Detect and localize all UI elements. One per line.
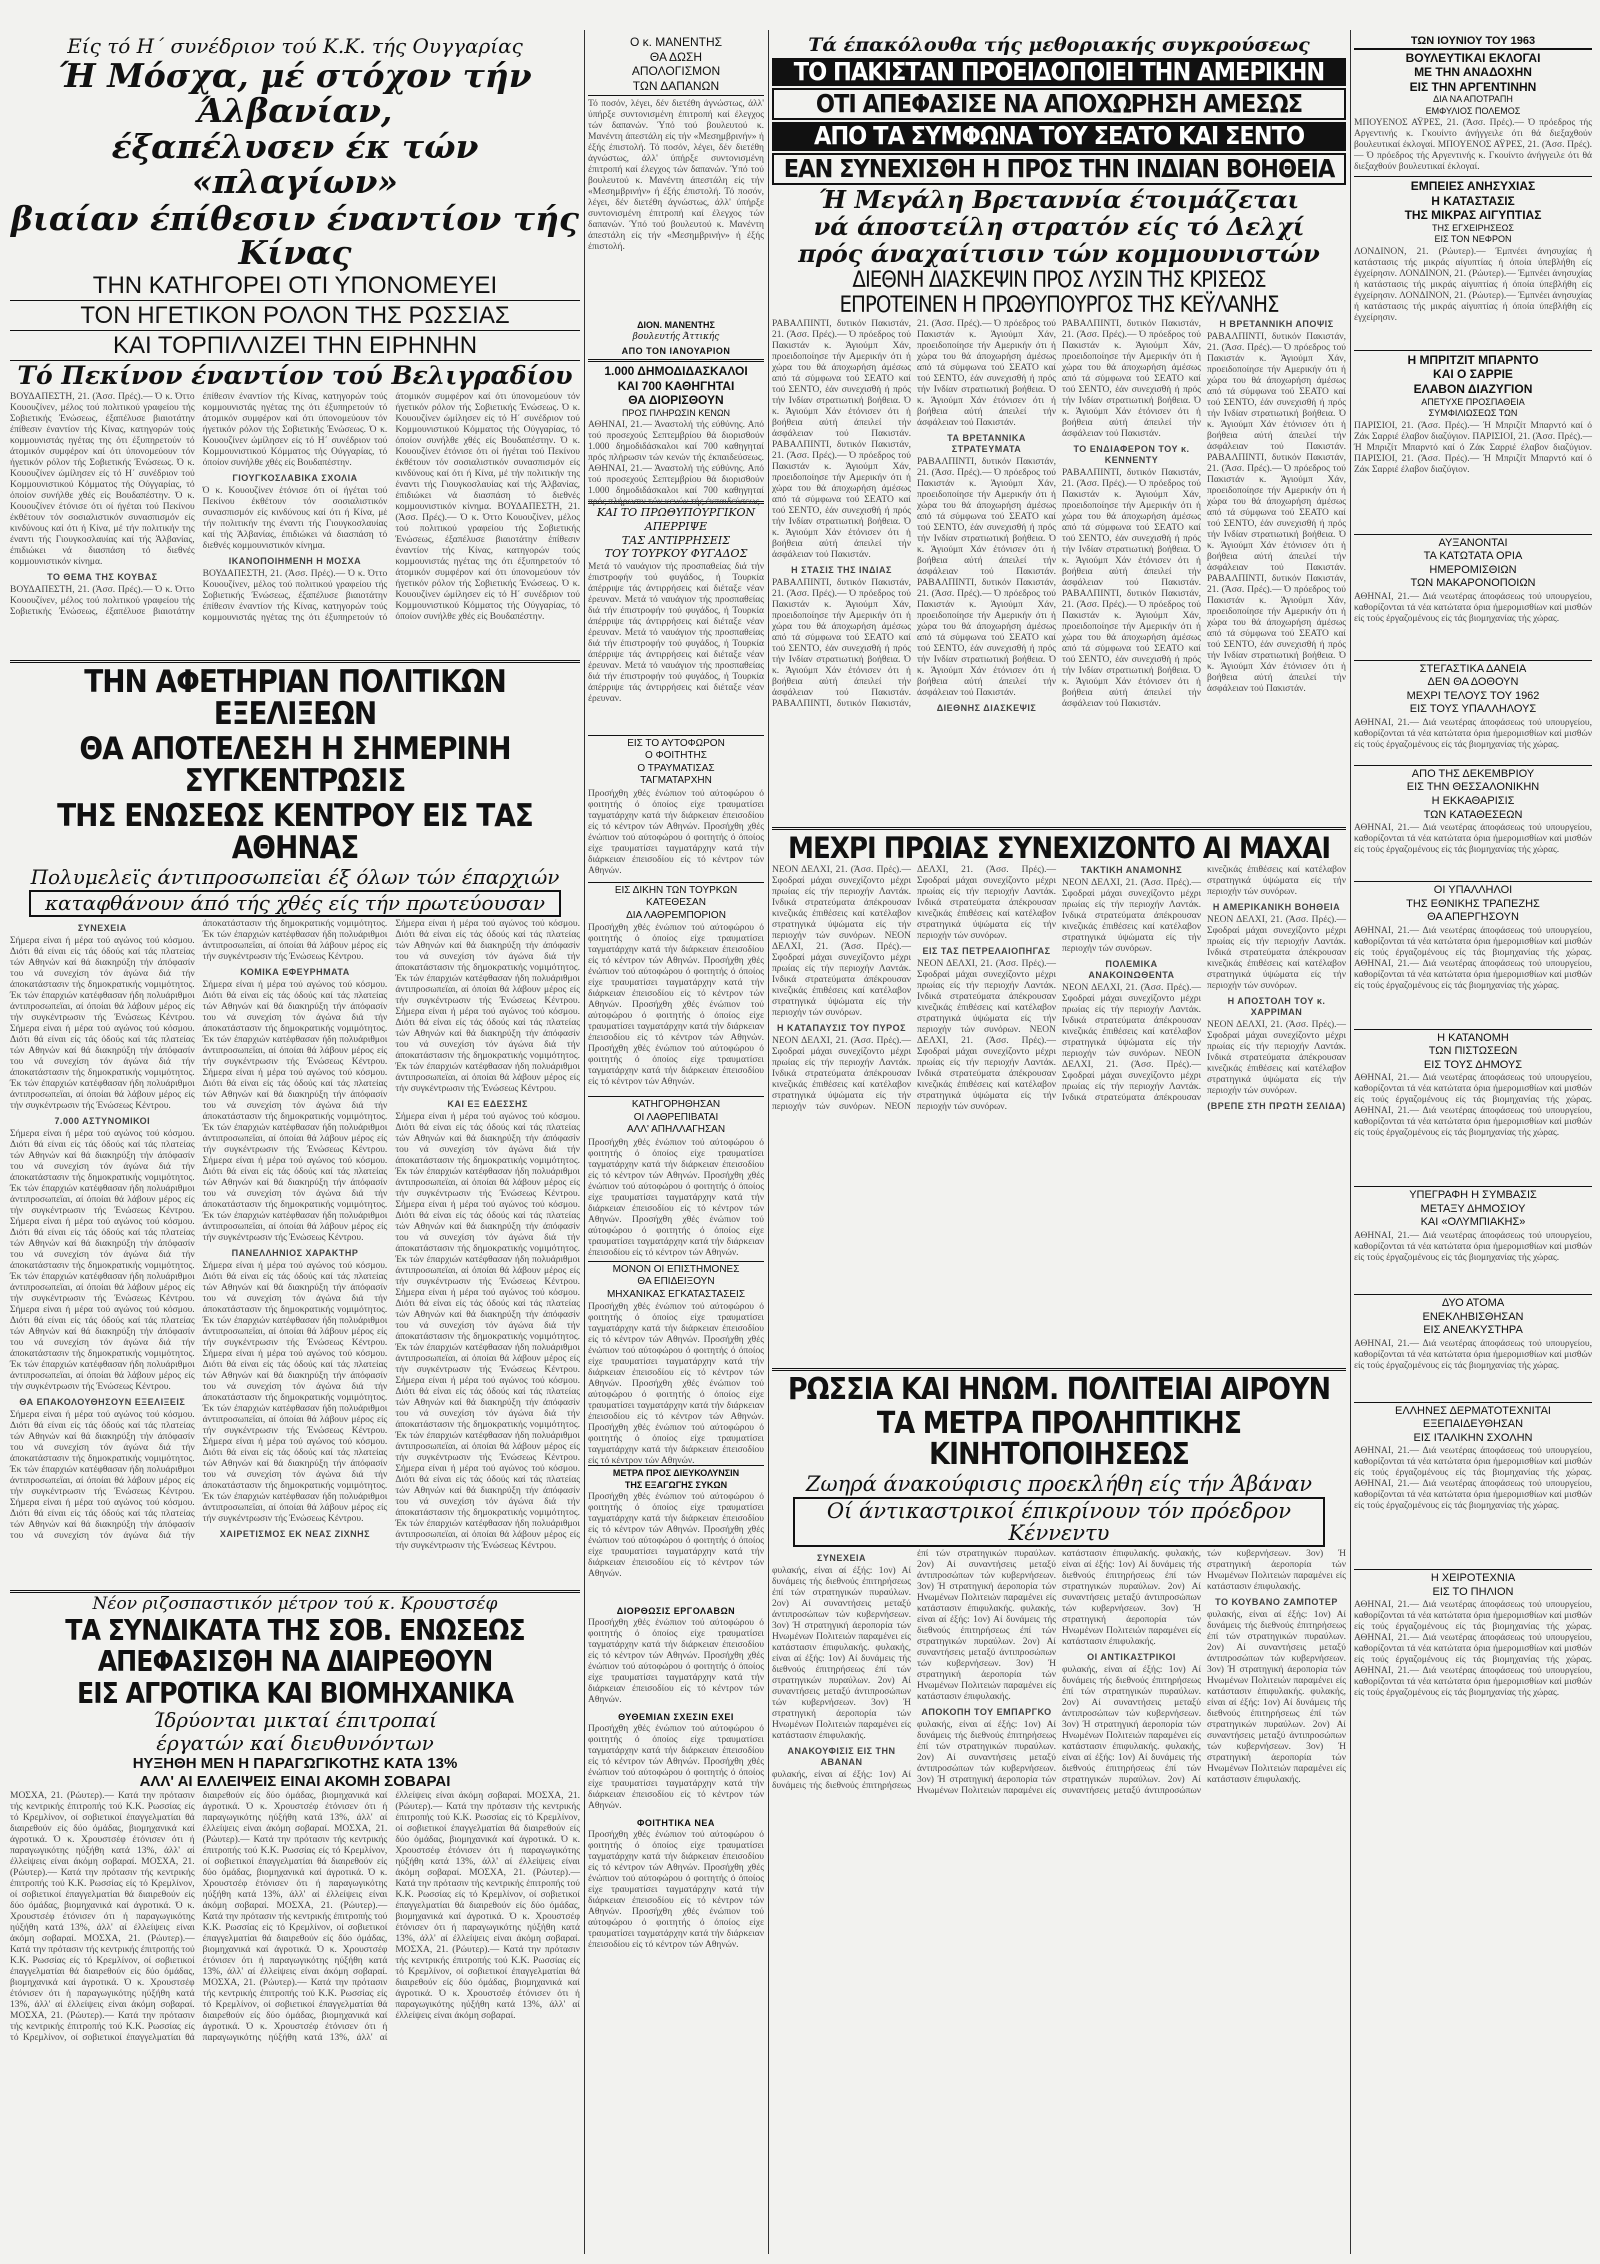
syn-deck1: Ίδρύονται μικταί έπιτροπαί <box>153 1707 437 1732</box>
oly-title1: ΥΠΕΓΡΑΦΗ Η ΣΥΜΒΑΣΙΣ <box>1409 1189 1537 1202</box>
battles-sub-petrel: ΕΙΣ ΤΑΣ ΠΕΤΡΕΛΑΙΟΠΗΓΑΣ <box>922 946 1051 957</box>
cred-title3: ΕΙΣ ΤΟΥΣ ΔΗΜΟΥΣ <box>1423 1058 1523 1071</box>
russia-sub-anal: ΑΝΑΚΟΥΦΙΣΙΣ ΕΙΣ ΤΗΝ ΑΒΑΝΑΝ <box>787 1745 896 1767</box>
arg-title1: ΒΟΥΛΕΥΤΙΚΑΙ ΕΚΛΟΓΑΙ <box>1405 50 1541 65</box>
column-narrow <box>588 34 764 2254</box>
turkey-s2-1: ΕΙΣ ΔΙΚΗΝ ΤΩΝ ΤΟΥΡΚΩΝ <box>614 884 738 896</box>
lead-article <box>10 36 580 657</box>
syn-kicker: Νέον ριζοσπαστικόν μέτρον τού κ. Κρουστσέφ <box>92 1593 498 1614</box>
cu-title-line1: ΤΗΝ ΑΦΕΤΗΡΙΑΝ ΠΟΛΙΤΙΚΩΝ ΕΞΕΛΙΞΕΩΝ <box>84 663 506 733</box>
pak-sub-vret: Η ΒΡΕΤΑΝΝΙΚΗ ΑΠΟΨΙΣ <box>1219 318 1334 329</box>
russia-deck2: Οί άντικαστρικοί έπικρίνουν τόν πρόεδρον Κέννεντυ <box>793 1497 1325 1547</box>
turkey-s5-1: ΜΕΤΡΑ ΠΡΟΣ ΔΙΕΥΚΟΛΥΝΣΙΝ <box>612 1468 740 1479</box>
egy-title2: Η ΚΑΤΑΣΤΑΣΙΣ <box>1431 193 1515 208</box>
wages-title2: ΤΑ ΚΑΤΩΤΑΤΑ ΟΡΙΑ <box>1423 550 1523 563</box>
pelion-title1: Η ΧΕΙΡΟΤΕΧΝΙΑ <box>1430 1572 1516 1585</box>
manentis-title1: Ο κ. ΜΑΝΕΝΤΗΣ <box>629 35 723 49</box>
bardot-deck1: ΑΠΕΤΥΧΕ ΠΡΟΣΠΑΘΕΙΑ <box>1421 396 1525 407</box>
column-far-right <box>1354 34 1592 2254</box>
lead-kicker: Είς τό Η΄ συνέδριον τού Κ.Κ. τής Ουγγαρίας <box>67 34 523 58</box>
argentina-article: ΒΟΥΛΕΥΤΙΚΑΙ ΕΚΛΟΓΑΙ ΜΕ ΤΗΝ ΑΝΑΔΟΧΗΝ ΕΙΣ ΤΗΝ ΑΡΓΕΝΤΙΝΗΝ ΔΙΑ ΝΑ ΑΠΟΤΡΑΠΗ ΕΜΦΥΛΙΟΣ ΠΟΛΕΜΟΣ ΜΠΟΥΕΝΟΣ ΑΫΡΕΣ, 21. (Άσσ. Πρές).— Ό πρόεδρος τής Αργεντινής κ. Γκουίντο άνήγγειλε ότι θά διεξαχθούν βουλευτικαί έκλογαί. ΜΠΟΥΕΝΟΣ ΑΫΡΕΣ, 21. (Άσσ. Πρές).— Ό πρόεδρος τής Αργεντινής κ. Γκουίντο άνήγγειλε ότι θά διεξαχθούν βουλευτικαί έκλογαί. <box>1354 50 1593 173</box>
teachers-title1: 1.000 ΔΗΜΟΔΙΔΑΣΚΑΛΟΙ <box>604 364 748 379</box>
egy-title3: ΤΗΣ ΜΙΚΡΑΣ ΑΙΓΥΠΤΙΑΣ <box>1404 208 1542 223</box>
battles-sub-pol: ΠΟΛΕΜΙΚΑ ΑΝΑΚΟΙΝΩΘΕΝΤΑ <box>1088 959 1175 981</box>
cred-title2: ΤΩΝ ΠΙΣΤΩΣΕΩΝ <box>1428 1045 1518 1058</box>
syn-title-line2: ΑΠΕΦΑΣΙΣΘΗ ΝΑ ΔΙΑΙΡΕΘΟΥΝ <box>97 1645 493 1679</box>
lead-deck3: ΚΑΙ ΤΟΡΠΙΛΛΙΖΕΙ ΤΗΝ ΕΙΡΗΝΗΝ <box>10 333 580 361</box>
teachers-body: ΑΘΗΝΑΙ, 21.— Άναστολή τής εύθύνης. Από τού προσεχούς Σεπτεμβρίου θά διορισθούν 1.000 δημοδιδάσκαλοι καί 700 καθηγηταί πρός πλήρωσιν τών κενών τής έκπαιδεύσεως. ΑΘΗΝΑΙ, 21.— Άναστολή τής εύθύνης. Από τού προσεχούς Σεπτεμβρίου θά διορισθούν 1.000 δημοδιδάσκαλοι καί 700 καθηγηταί πρός πλήρωσιν τών κενών τής έκπαιδεύσεως. <box>588 420 764 508</box>
teachers-title2: ΚΑΙ 700 ΚΑΘΗΓΗΤΑΙ <box>617 378 735 393</box>
syn-deck3: ΗΥΞΗΘΗ ΜΕΝ Η ΠΑΡΑΓΩΓΙΚΟΤΗΣ ΚΑΤΑ 13% <box>132 1754 458 1772</box>
loans-title1: ΣΤΕΓΑΣΤΙΚΑ ΔΑΝΕΙΑ <box>1419 662 1527 675</box>
syn-title-line3: ΕΙΣ ΑΓΡΟΤΙΚΑ ΚΑΙ ΒΙΟΜΗΧΑΝΙΚΑ <box>77 1676 513 1710</box>
pak-deck2: νά άποστείλη στρατόν είς τό Δελχί <box>813 212 1305 242</box>
subhead-ikan: ΙΚΑΝΟΠΟΙΗΜΕΝΗ Η ΜΟΣΧΑ <box>228 555 362 566</box>
syn-deck2: έργατών καί διευθυνόντων <box>156 1730 434 1755</box>
turkey-body: Μετά τό ναυάγιον τής προσπαθείας διά τήν έπιστροφήν τού φυγάδος, ή Τουρκία άπέρριψε τάς άντιρρήσεις καί διέταξε νέαν έρευναν. Μετά τό ναυάγιον τής προσπαθείας διά τήν έπιστροφήν τού φυγάδος, ή Τουρκία άπέρριψε τάς άντιρρήσεις καί διέταξε νέαν έρευναν. Μετά τό ναυάγιον τής προσπαθείας διά τήν έπιστροφήν τού φυγάδος, ή Τουρκία άπέρριψε τάς άντιρρήσεις καί διέταξε νέαν έρευναν. Μετά τό ναυάγιον τής προσπαθείας διά τήν έπιστροφήν τού φυγάδος, ή Τουρκία άπέρριψε τάς άντιρρήσεις καί διέταξε νέαν έρευναν. <box>588 561 765 704</box>
subhead-koubas: ΤΟ ΘΕΜΑ ΤΗΣ ΚΟΥΒΑΣ <box>47 571 158 582</box>
column-main-right <box>772 34 1346 2254</box>
cu-body: ΣΥΝΕΧΕΙΑ Σήμερα είναι ή μέρα τού αγώνος τού κόσμου. Διότι θά είναι είς τάς όδούς καί τάς πλατείας τών Αθηνών καί θά διακηρύξη τήν άπόφασίν του νά συνεχίση τόν άγώνα διά τήν άποκατάστασιν τής δημοκρατικής νομιμότητος. Έκ τών έπαρχιών κατέφθασαν ήδη πολυάριθμοι άντιπροσωπεϊαι, αί όποίαι θά λάβουν μέρος είς τήν συγκέντρωσιν τής Ένώσεως Κέντρου. Σήμερα είναι ή μέρα τού αγώνος τού κόσμου. Διότι θά είναι είς τάς όδούς καί τάς πλατείας τών Αθηνών καί θά διακηρύξη τήν άπόφασίν του νά συνεχίση τόν άγώνα διά τήν άποκατάστασιν τής δημοκρατικής νομιμότητος. Έκ τών έπαρχιών κατέφθασαν ήδη πολυάριθμοι άντιπροσωπεϊαι, αί όποίαι θά λάβουν μέρος είς τήν συγκέντρωσιν τής Ένώσεως Κέντρου. 7.000 ΑΣΤΥΝΟΜΙΚΟΙ Σήμερα είναι ή μέρα τού αγώνος τού κόσμου. Διότι θά είναι είς τάς όδούς καί τάς πλατείας τών Αθηνών καί θά διακηρύξη τήν άπόφασίν του νά συνεχίση τόν άγώνα διά τήν άποκατάστασιν τής δημοκρατικής νομιμότητος. Έκ τών έπαρχιών κατέφθασαν ήδη πολυάριθμοι άντιπροσωπεϊαι, αί όποίαι θά λάβουν μέρος είς τήν συγκέντρωσιν τής Ένώσεως Κέντρου. Σήμερα είναι ή μέρα τού αγώνος τού κόσμου. Διότι θά είναι είς τάς όδούς καί τάς πλατείας τών Αθηνών καί θά διακηρύξη τήν άπόφασίν του νά συνεχίση τόν άγώνα διά τήν άποκατάστασιν τής δημοκρατικής νομιμότητος. Έκ τών έπαρχιών κατέφθασαν ήδη πολυάριθμοι άντιπροσωπεϊαι, αί όποίαι θά λάβουν μέρος είς τήν συγκέντρωσιν τής Ένώσεως Κέντρου. Σήμερα είναι ή μέρα τού αγώνος τού κόσμου. Διότι θά είναι είς τάς όδούς καί τάς πλατείας τών Αθηνών καί θά διακηρύξη τήν άπόφασίν του νά συνεχίση τόν άγώνα διά τήν άποκατάστασιν τής δημοκρατικής νομιμότητος. Έκ τών έπαρχιών κατέφθασαν ήδη πολυάριθμοι άντιπροσωπεϊαι, αί όποίαι θά λάβουν μέρος είς τήν συγκέντρωσιν τής Ένώσεως Κέντρου. ΘΑ ΕΠΑΚΟΛΟΥΘΗΣΟΥΝ ΕΞΕΛΙΞΕΙΣ Σήμερα είναι ή μέρα τού αγώνος τού κόσμου. Διότι θά είναι είς τάς όδούς καί τάς πλατείας τών Αθηνών καί θά διακηρύξη τήν άπόφασίν του νά συνεχίση τόν άγώνα διά τήν άποκατάστασιν τής δημοκρατικής νομιμότητος. Έκ τών έπαρχιών κατέφθασαν ήδη πολυάριθμοι άντιπροσωπεϊαι, αί όποίαι θά λάβουν μέρος είς τήν συγκέντρωσιν τής Ένώσεως Κέντρου. Σήμερα είναι ή μέρα τού αγώνος τού κόσμου. Διότι θά είναι είς τάς όδούς καί τάς πλατείας τών Αθηνών καί θά διακηρύξη τήν άπόφασίν του νά συνεχίση τόν άγώνα διά τήν άποκατάστασιν τής δημοκρατικής νομιμότητος. Έκ τών έπαρχιών κατέφθασαν ήδη πολυάριθμοι άντιπροσωπεϊαι, αί όποίαι θά λάβουν μέρος είς τήν συγκέντρωσιν τής Ένώσεως Κέντρου. ΚΟΜΙΚΑ ΕΦΕΥΡΗΜΑΤΑ Σήμερα είναι ή μέρα τού αγώνος τού κόσμου. Διότι θά είναι είς τάς όδούς καί τάς πλατείας τών Αθηνών καί θά διακηρύξη τήν άπόφασίν του νά συνεχίση τόν άγώνα διά τήν άποκατάστασιν τής δημοκρατικής νομιμότητος. Έκ τών έπαρχιών κατέφθασαν ήδη πολυάριθμοι άντιπροσωπεϊαι, αί όποίαι θά λάβουν μέρος είς τήν συγκέντρωσιν τής Ένώσεως Κέντρου. Σήμερα είναι ή μέρα τού αγώνος τού κόσμου. Διότι θά είναι είς τάς όδούς καί τάς πλατείας τών Αθηνών καί θά διακηρύξη τήν άπόφασίν του νά συνεχίση τόν άγώνα διά τήν άποκατάστασιν τής δημοκρατικής νομιμότητος. Έκ τών έπαρχιών κατέφθασαν ήδη πολυάριθμοι άντιπροσωπεϊαι, αί όποίαι θά λάβουν μέρος είς τήν συγκέντρωσιν τής Ένώσεως Κέντρου. Σήμερα είναι ή μέρα τού αγώνος τού κόσμου. Διότι θά είναι είς τάς όδούς καί τάς πλατείας τών Αθηνών καί θά διακηρύξη τήν άπόφασίν του νά συνεχίση τόν άγώνα διά τήν άποκατάστασιν τής δημοκρατικής νομιμότητος. Έκ τών έπαρχιών κατέφθασαν ήδη πολυάριθμοι άντιπροσωπεϊαι, αί όποίαι θά λάβουν μέρος είς τήν συγκέντρωσιν τής Ένώσεως Κέντρου. ΠΑΝΕΛΛΗΝΙΟΣ ΧΑΡΑΚΤΗΡ Σήμερα είναι ή μέρα τού αγώνος τού κόσμου. Διότι θά είναι είς τάς όδούς καί τάς πλατείας τών Αθηνών καί θά διακηρύξη τήν άπόφασίν του νά συνεχίση τόν άγώνα διά τήν άποκατάστασιν τής δημοκρατικής νομιμότητος. Έκ τών έπαρχιών κατέφθασαν ήδη πολυάριθμοι άντιπροσωπεϊαι, αί όποίαι θά λάβουν μέρος είς τήν συγκέντρωσιν τής Ένώσεως Κέντρου. Σήμερα είναι ή μέρα τού αγώνος τού κόσμου. Διότι θά είναι είς τάς όδούς καί τάς πλατείας τών Αθηνών καί θά διακηρύξη τήν άπόφασίν του νά συνεχίση τόν άγώνα διά τήν άποκατάστασιν τής δημοκρατικής νομιμότητος. Έκ τών έπαρχιών κατέφθασαν ήδη πολυάριθμοι άντιπροσωπεϊαι, αί όποίαι θά λάβουν μέρος είς τήν συγκέντρωσιν τής Ένώσεως Κέντρου. Σήμερα είναι ή μέρα τού αγώνος τού κόσμου. Διότι θά είναι είς τάς όδούς καί τάς πλατείας τών Αθηνών καί θά διακηρύξη τήν άπόφασίν του νά συνεχίση τόν άγώνα διά τήν άποκατάστασιν τής δημοκρατικής νομιμότητος. Έκ τών έπαρχιών κατέφθασαν ήδη πολυάριθμοι άντιπροσωπεϊαι, αί όποίαι θά λάβουν μέρος είς τήν συγκέντρωσιν τής Ένώσεως Κέντρου. ΧΑΙΡΕΤΙΣΜΟΣ ΕΚ ΝΕΑΣ ΖΙΧΝΗΣ Σήμερα είναι ή μέρα τού αγώνος τού κόσμου. Διότι θά είναι είς τάς όδούς καί τάς πλατείας τών Αθηνών καί θά διακηρύξη τήν άπόφασίν του νά συνεχίση τόν άγώνα διά τήν άποκατάστασιν τής δημοκρατικής νομιμότητος. Έκ τών έπαρχιών κατέφθασαν ήδη πολυάριθμοι άντιπροσωπεϊαι, αί όποίαι θά λάβουν μέρος είς τήν συγκέντρωσιν τής Ένώσεως Κέντρου. Σήμερα είναι ή μέρα τού αγώνος τού κόσμου. Διότι θά είναι είς τάς όδούς καί τάς πλατείας τών Αθηνών καί θά διακηρύξη τήν άπόφασίν του νά συνεχίση τόν άγώνα διά τήν άποκατάστασιν τής δημοκρατικής νομιμότητος. Έκ τών έπαρχιών κατέφθασαν ήδη πολυάριθμοι άντιπροσωπεϊαι, αί όποίαι θά λάβουν μέρος είς τήν συγκέντρωσιν τής Ένώσεως Κέντρου. ΚΑΙ ΕΞ ΕΔΕΣΣΗΣ Σήμερα είναι ή μέρα τού αγώνος τού κόσμου. Διότι θά είναι είς τάς όδούς καί τάς πλατείας τών Αθηνών καί θά διακηρύξη τήν άπόφασίν του νά συνεχίση τόν άγώνα διά τήν άποκατάστασιν τής δημοκρατικής νομιμότητος. Έκ τών έπαρχιών κατέφθασαν ήδη πολυάριθμοι άντιπροσωπεϊαι, αί όποίαι θά λάβουν μέρος είς τήν συγκέντρωσιν τής Ένώσεως Κέντρου. Σήμερα είναι ή μέρα τού αγώνος τού κόσμου. Διότι θά είναι είς τάς όδούς καί τάς πλατείας τών Αθηνών καί θά διακηρύξη τήν άπόφασίν του νά συνεχίση τόν άγώνα διά τήν άποκατάστασιν τής δημοκρατικής νομιμότητος. Έκ τών έπαρχιών κατέφθασαν ήδη πολυάριθμοι άντιπροσωπεϊαι, αί όποίαι θά λάβουν μέρος είς τήν συγκέντρωσιν τής Ένώσεως Κέντρου. Σήμερα είναι ή μέρα τού αγώνος τού κόσμου. Διότι θά είναι είς τάς όδούς καί τάς πλατείας τών Αθηνών καί θά διακηρύξη τήν άπόφασίν του νά συνεχίση τόν άγώνα διά τήν άποκατάστασιν τής δημοκρατικής νομιμότητος. Έκ τών έπαρχιών κατέφθασαν ήδη πολυάριθμοι άντιπροσωπεϊαι, αί όποίαι θά λάβουν μέρος είς τήν συγκέντρωσιν τής Ένώσεως Κέντρου. Σήμερα είναι ή μέρα τού αγώνος τού κόσμου. Διότι θά είναι είς τάς όδούς καί τάς πλατείας τών Αθηνών καί θά διακηρύξη τήν άπόφασίν του νά συνεχίση τόν άγώνα διά τήν άποκατάστασιν τής δημοκρατικής νομιμότητος. Έκ τών έπαρχιών κατέφθασαν ήδη πολυάριθμοι άντιπροσωπεϊαι, αί όποίαι θά λάβουν μέρος είς τήν συγκέντρωσιν τής Ένώσεως Κέντρου. Σήμερα είναι ή μέρα τού αγώνος τού κόσμου. Διότι θά είναι είς τάς όδούς καί τάς πλατείας τών Αθηνών καί θά διακηρύξη τήν άπόφασίν του νά συνεχίση τόν άγώνα διά τήν άποκατάστασιν τής δημοκρατικής νομιμότητος. Έκ τών έπαρχιών κατέφθασαν ήδη πολυάριθμοι άντιπροσωπεϊαι, αί όποίαι θά λάβουν μέρος είς τήν συγκέντρωσιν τής Ένώσεως Κέντρου. <box>10 918 580 1551</box>
wages-article: ΑΥΞΑΝΟΝΤΑΙ ΤΑ ΚΑΤΩΤΑΤΑ ΟΡΙΑ ΗΜΕΡΟΜΙΣΘΙΩΝ ΤΩΝ ΜΑΚΑΡΟΝΟΠΟΙΩΝ ΑΘΗΝΑΙ, 21.— Διά νεωτέρας άποφάσεως τού υπουργείου, καθορίζονται τά νέα κατώτατα όρια ήμερομισθίων καί μισθών είς τούς έργαζομένους είς τάς βιομηχανίας τής χώρας. <box>1354 536 1592 624</box>
wages-title1: ΑΥΞΑΝΟΝΤΑΙ <box>1438 536 1508 549</box>
russia-sub-antik: ΟΙ ΑΝΤΙΚΑΣΤΡΙΚΟΙ <box>1087 1651 1176 1662</box>
dep-title4: ΤΩΝ ΚΑΤΑΘΕΣΕΩΝ <box>1423 808 1523 821</box>
subhead-yugo: ΓΙΟΥΓΚΟΣΛΑΒΙΚΑ ΣΧΟΛΙΑ <box>232 472 358 483</box>
loans-article: ΣΤΕΓΑΣΤΙΚΑ ΔΑΝΕΙΑ ΔΕΝ ΘΑ ΔΟΘΟΥΝ ΜΕΧΡΙ ΤΕΛΟΥΣ ΤΟΥ 1962 ΕΙΣ ΤΟΥΣ ΥΠΑΛΛΗΛΟΥΣ ΑΘΗΝΑΙ, 21.— Διά νεωτέρας άποφάσεως τού υπουργείου, καθορίζονται τά νέα κατώτατα όρια ήμερομισθίων καί μισθών είς τούς έργαζομένους είς τάς βιομηχανίας τής χώρας. <box>1354 662 1592 750</box>
russia-sub-apok: ΑΠΟΚΟΠΗ ΤΟΥ ΕΜΠΑΡΓΚΟ <box>921 1706 1052 1717</box>
russia-article <box>772 1374 1346 1999</box>
pelion-title2: ΕΙΣ ΤΟ ΠΗΛΙΟΝ <box>1432 1585 1514 1598</box>
turkey-s2-3: ΔΙΑ ΛΑΘΡΕΜΠΟΡΙΟΝ <box>626 909 726 921</box>
syn-title-line1: ΤΑ ΣΥΝΔΙΚΑΤΑ ΤΗΣ ΣΟΒ. ΕΝΩΣΕΩΣ <box>65 1613 525 1647</box>
pak-title1: ΤΟ ΠΑΚΙΣΤΑΝ ΠΡΟΕΙΔΟΠΟΙΕΙ ΤΗΝ ΑΜΕΡΙΚΗΝ <box>772 58 1346 86</box>
subhead-police: 7.000 ΑΣΤΥΝΟΜΙΚΟΙ <box>54 1115 151 1126</box>
cu-synecheia: ΣΥΝΕΧΕΙΑ <box>77 922 127 933</box>
teachers-title3: ΘΑ ΔΙΟΡΙΣΘΟΥΝ <box>628 393 724 408</box>
manentis-body: Τό ποσόν, λέγει, δέν διετέθη άγνώστως, άλλ' ύπήρξε συντονισμένη έπιτροπή καί έλεγχος τών δαπανών. Ύπό τού βουλευτού κ. Μανέντη άπεστάλη είς τήν «Μεσημβρινήν» ή έξής έπιστολή. Τό ποσόν, λέγει, δέν διετέθη άγνώστως, άλλ' ύπήρξε συντονισμένη έπιτροπή καί έλεγχος τών δαπανών. Ύπό τού βουλευτού κ. Μανέντη άπεστάλη είς τήν «Μεσημβρινήν» ή έξής έπιστολή. Τό ποσόν, λέγει, δέν διετέθη άγνώστως, άλλ' ύπήρξε συντονισμένη έπιτροπή καί έλεγχος τών δαπανών. Ύπό τού βουλευτού κ. Μανέντη άπεστάλη είς τήν «Μεσημβρινήν» ή έξής έπιστολή. <box>588 99 764 253</box>
manentis-sub: ΑΠΟ ΤΟΝ ΙΑΝΟΥΑΡΙΟΝ <box>621 346 731 357</box>
pak-kicker: Τά έπακόλουθα τής μεθοριακής συγκρούσεως <box>808 34 1310 56</box>
bardot-title3: ΕΛΑΒΟΝ ΔΙΑΖΥΓΙΟΝ <box>1413 382 1533 397</box>
turkey-s4-2: ΘΑ ΕΠΙΔΕΙΞΟΥΝ <box>637 1276 715 1288</box>
oly-title2: ΜΕΤΑΞΥ ΔΗΜΟΣΙΟΥ <box>1420 1202 1526 1215</box>
pak-deck3: πρός άναχαίτισιν τών κομμουνιστών <box>798 239 1320 269</box>
lead-title-line2: έξαπέλυσεν έκ τών «πλαγίων» <box>111 127 479 201</box>
arg-deck2: ΕΜΦΥΛΙΟΣ ΠΟΛΕΜΟΣ <box>1425 105 1521 116</box>
turkey-s3-2: ΟΙ ΛΑΘΡΕΠΙΒΑΤΑΙ <box>633 1111 719 1123</box>
russia-synecheia: ΣΥΝΕΧΕΙΑ <box>817 1552 866 1563</box>
credits-article: Η ΚΑΤΑΝΟΜΗ ΤΩΝ ΠΙΣΤΩΣΕΩΝ ΕΙΣ ΤΟΥΣ ΔΗΜΟΥΣ ΑΘΗΝΑΙ, 21.— Διά νεωτέρας άποφάσεως τού υπουργείου, καθορίζονται τά νέα κατώτατα όρια ήμερομισθίων καί μισθών είς τούς έργαζομένους είς τάς βιομηχανίας τής χώρας. ΑΘΗΝΑΙ, 21.— Διά νεωτέρας άποφάσεως τού υπουργείου, καθορίζονται τά νέα κατώτατα όρια ήμερομισθίων καί μισθών είς τούς έργαζομένους είς τάς βιομηχανίας τής χώρας. <box>1354 1031 1592 1139</box>
manentis-sign2: βουλευτής Άττικής <box>632 331 720 342</box>
turkey-s8: ΦΟΙΤΗΤΙΚΑ ΝΕΑ <box>637 1818 715 1829</box>
subhead-xair: ΧΑΙΡΕΤΙΣΜΟΣ ΕΚ ΝΕΑΣ ΖΙΧΝΗΣ <box>219 1528 371 1539</box>
manentis-sign: ΔΙΟΝ. ΜΑΝΕΝΤΗΣ <box>637 320 715 331</box>
syn-body: ΜΟΣΧΑ, 21. (Ρώυτερ).— Κατά την πρότασιν τής κεντρικής έπιτροπής τού Κ.Κ. Ρωσσίας είς τό Κρεμλίνον, οί σοβιετικοί έπαγγελματίαι θά διαιρεθούν είς δύο όμάδας, βιομηχανικά καί άγροτικά. Ό κ. Χρουστσέφ έτόνισεν ότι ή παραγωγικότης ηύξήθη κατά 13%, άλλ' αί έλλείψεις είναι άκόμη σοβαραί. ΜΟΣΧΑ, 21. (Ρώυτερ).— Κατά την πρότασιν τής κεντρικής έπιτροπής τού Κ.Κ. Ρωσσίας είς τό Κρεμλίνον, οί σοβιετικοί έπαγγελματίαι θά διαιρεθούν είς δύο όμάδας, βιομηχανικά καί άγροτικά. Ό κ. Χρουστσέφ έτόνισεν ότι ή παραγωγικότης ηύξήθη κατά 13%, άλλ' αί έλλείψεις είναι άκόμη σοβαραί. ΜΟΣΧΑ, 21. (Ρώυτερ).— Κατά την πρότασιν τής κεντρικής έπιτροπής τού Κ.Κ. Ρωσσίας είς τό Κρεμλίνον, οί σοβιετικοί έπαγγελματίαι θά διαιρεθούν είς δύο όμάδας, βιομηχανικά καί άγροτικά. Ό κ. Χρουστσέφ έτόνισεν ότι ή παραγωγικότης ηύξήθη κατά 13%, άλλ' αί έλλείψεις είναι άκόμη σοβαραί. ΜΟΣΧΑ, 21. (Ρώυτερ).— Κατά την πρότασιν τής κεντρικής έπιτροπής τού Κ.Κ. Ρωσσίας είς τό Κρεμλίνον, οί σοβιετικοί έπαγγελματίαι θά διαιρεθούν είς δύο όμάδας, βιομηχανικά καί άγροτικά. Ό κ. Χρουστσέφ έτόνισεν ότι ή παραγωγικότης ηύξήθη κατά 13%, άλλ' αί έλλείψεις είναι άκόμη σοβαραί. ΜΟΣΧΑ, 21. (Ρώυτερ).— Κατά την πρότασιν τής κεντρικής έπιτροπής τού Κ.Κ. Ρωσσίας είς τό Κρεμλίνον, οί σοβιετικοί έπαγγελματίαι θά διαιρεθούν είς δύο όμάδας, βιομηχανικά καί άγροτικά. Ό κ. Χρουστσέφ έτόνισεν ότι ή παραγωγικότης ηύξήθη κατά 13%, άλλ' αί έλλείψεις είναι άκόμη σοβαραί. ΜΟΣΧΑ, 21. (Ρώυτερ).— Κατά την πρότασιν τής κεντρικής έπιτροπής τού Κ.Κ. Ρωσσίας είς τό Κρεμλίνον, οί σοβιετικοί έπαγγελματίαι θά διαιρεθούν είς δύο όμάδας, βιομηχανικά καί άγροτικά. Ό κ. Χρουστσέφ έτόνισεν ότι ή παραγωγικότης ηύξήθη κατά 13%, άλλ' αί έλλείψεις είναι άκόμη σοβαραί. ΜΟΣΧΑ, 21. (Ρώυτερ).— Κατά την πρότασιν τής κεντρικής έπιτροπής τού Κ.Κ. Ρωσσίας είς τό Κρεμλίνον, οί σοβιετικοί έπαγγελματίαι θά διαιρεθούν είς δύο όμάδας, βιομηχανικά καί άγροτικά. Ό κ. Χρουστσέφ έτόνισεν ότι ή παραγωγικότης ηύξήθη κατά 13%, άλλ' αί έλλείψεις είναι άκόμη σοβαραί. ΜΟΣΧΑ, 21. (Ρώυτερ).— Κατά την πρότασιν τής κεντρικής έπιτροπής τού Κ.Κ. Ρωσσίας είς τό Κρεμλίνον, οί σοβιετικοί έπαγγελματίαι θά διαιρεθούν είς δύο όμάδας, βιομηχανικά καί άγροτικά. Ό κ. Χρουστσέφ έτόνισεν ότι ή παραγωγικότης ηύξήθη κατά 13%, άλλ' αί έλλείψεις είναι άκόμη σοβαραί. ΜΟΣΧΑ, 21. (Ρώυτερ).— Κατά την πρότασιν τής κεντρικής έπιτροπής τού Κ.Κ. Ρωσσίας είς τό Κρεμλίνον, οί σοβιετικοί έπαγγελματίαι θά διαιρεθούν είς δύο όμάδας, βιομηχανικά καί άγροτικά. Ό κ. Χρουστσέφ έτόνισεν ότι ή παραγωγικότης ηύξήθη κατά 13%, άλλ' αί έλλείψεις είναι άκόμη σοβαραί. ΜΟΣΧΑ, 21. (Ρώυτερ).— Κατά την πρότασιν τής κεντρικής έπιτροπής τού Κ.Κ. Ρωσσίας είς τό Κρεμλίνον, οί σοβιετικοί έπαγγελματίαι θά διαιρεθούν είς δύο όμάδας, βιομηχανικά καί άγροτικά. Ό κ. Χρουστσέφ έτόνισεν ότι ή παραγωγικότης ηύξήθη κατά 13%, άλλ' αί έλλείψεις είναι άκόμη σοβαραί. <box>10 1791 580 2044</box>
loans-title2: ΔΕΝ ΘΑ ΔΟΘΟΥΝ <box>1427 676 1519 689</box>
wages-title4: ΤΩΝ ΜΑΚΑΡΟΝΟΠΟΙΩΝ <box>1410 577 1536 590</box>
egypt-article: ΕΜΠΕΙΕΣ ΑΝΗΣΥΧΙΑΣ Η ΚΑΤΑΣΤΑΣΙΣ ΤΗΣ ΜΙΚΡΑΣ ΑΙΓΥΠΤΙΑΣ ΤΗΣ ΕΓΧΕΙΡΗΣΕΩΣ ΕΙΣ ΤΟΝ ΝΕΦΡΟΝ ΛΟΝΔΙΝΟΝ, 21. (Ρώυτερ).— Έμπνέει άνησυχίας ή κατάστασις τής μικράς αίγυπτίας ή όποία ύπεβλήθη είς έγχείρησιν. ΛΟΝΔΙΝΟΝ, 21. (Ρώυτερ).— Έμπνέει άνησυχίας ή κατάστασις τής μικράς αίγυπτίας ή όποία ύπεβλήθη είς έγχείρησιν. ΛΟΝΔΙΝΟΝ, 21. (Ρώυτερ).— Έμπνέει άνησυχίας ή κατάστασις τής μικράς αίγυπτίας ή όποία ύπεβλήθη είς έγχείρησιν. <box>1354 179 1592 323</box>
cu-deck1: Πολυμελεϊς άντιπροσωπεϊαι έξ όλων τών έπαρχιών <box>30 864 560 889</box>
lead-body: ΒΟΥΔΑΠΕΣΤΗ, 21. (Άσσ. Πρές).— Ό κ. Όττο Κουουζίνεν, μέλος τού πολιτικού γραφείου τής Σοβιετικής Ένώσεως, έξαπέλυσε βιαιοτάτην έπίθεσιν έναντίον τής Κίνας, κατηγορών τούς κομμουνιστάς ηγέτας της ότι έξυπηρετούν τό άτομικόν συμφέρον καί ότι ύπονομεύουν τόν ήγετικόν ρόλον τής Σοβιετικής Ένώσεως. Ό κ. Κουουζίνεν ώμίλησεν είς τό Η΄ συνέδριον τού Κομμουνιστικού Κόμματος τής Ούγγαρίας, τό όποίον συνήλθε χθές είς Βουδαπέστην. Ό κ. Κουουζίνεν έτόνισε ότι οί ήγέται τού Πεκίνου έκθέτουν τόν σοσιαλιστικόν συνασπισμόν είς κινδύνους καί ότι ή Κίνα, μέ τήν πολιτικήν της έναντι τής Γιουγκοσλαυίας καί τής Άλβανίας, έπιδιώκει νά διασπάση τό διεθνές κομμουνιστικόν κίνημα. ΤΟ ΘΕΜΑ ΤΗΣ ΚΟΥΒΑΣ ΒΟΥΔΑΠΕΣΤΗ, 21. (Άσσ. Πρές).— Ό κ. Όττο Κουουζίνεν, μέλος τού πολιτικού γραφείου τής Σοβιετικής Ένώσεως, έξαπέλυσε βιαιοτάτην έπίθεσιν έναντίον τής Κίνας, κατηγορών τούς κομμουνιστάς ηγέτας της ότι έξυπηρετούν τό άτομικόν συμφέρον καί ότι ύπονομεύουν τόν ήγετικόν ρόλον τής Σοβιετικής Ένώσεως. Ό κ. Κουουζίνεν ώμίλησεν είς τό Η΄ συνέδριον τού Κομμουνιστικού Κόμματος τής Ούγγαρίας, τό όποίον συνήλθε χθές είς Βουδαπέστην. ΓΙΟΥΓΚΟΣΛΑΒΙΚΑ ΣΧΟΛΙΑ Ό κ. Κουουζίνεν έτόνισε ότι οί ήγέται τού Πεκίνου έκθέτουν τόν σοσιαλιστικόν συνασπισμόν είς κινδύνους καί ότι ή Κίνα, μέ τήν πολιτικήν της έναντι τής Γιουγκοσλαυίας καί τής Άλβανίας, έπιδιώκει νά διασπάση τό διεθνές κομμουνιστικόν κίνημα. ΙΚΑΝΟΠΟΙΗΜΕΝΗ Η ΜΟΣΧΑ ΒΟΥΔΑΠΕΣΤΗ, 21. (Άσσ. Πρές).— Ό κ. Όττο Κουουζίνεν, μέλος τού πολιτικού γραφείου τής Σοβιετικής Ένώσεως, έξαπέλυσε βιαιοτάτην έπίθεσιν έναντίον τής Κίνας, κατηγορών τούς κομμουνιστάς ηγέτας της ότι έξυπηρετούν τό άτομικόν συμφέρον καί ότι ύπονομεύουν τόν ήγετικόν ρόλον τής Σοβιετικής Ένώσεως. Ό κ. Κουουζίνεν ώμίλησεν είς τό Η΄ συνέδριον τού Κομμουνιστικού Κόμματος τής Ούγγαρίας, τό όποίον συνήλθε χθές είς Βουδαπέστην. Ό κ. Κουουζίνεν έτόνισε ότι οί ήγέται τού Πεκίνου έκθέτουν τόν σοσιαλιστικόν συνασπισμόν είς κινδύνους καί ότι ή Κίνα, μέ τήν πολιτικήν της έναντι τής Γιουγκοσλαυίας καί τής Άλβανίας, έπιδιώκει νά διασπάση τό διεθνές κομμουνιστικόν κίνημα. ΒΟΥΔΑΠΕΣΤΗ, 21. (Άσσ. Πρές).— Ό κ. Όττο Κουουζίνεν, μέλος τού πολιτικού γραφείου τής Σοβιετικής Ένώσεως, έξαπέλυσε βιαιοτάτην έπίθεσιν έναντίον τής Κίνας, κατηγορών τούς κομμουνιστάς ηγέτας της ότι έξυπηρετούν τό άτομικόν συμφέρον καί ότι ύπονομεύουν τόν ήγετικόν ρόλον τής Σοβιετικής Ένώσεως. Ό κ. Κουουζίνεν ώμίλησεν είς τό Η΄ συνέδριον τού Κομμουνιστικού Κόμματος τής Ούγγαρίας, τό όποίον συνήλθε χθές είς Βουδαπέστην. <box>10 391 580 623</box>
egy-deck1: ΤΗΣ ΕΓΧΕΙΡΗΣΕΩΣ <box>1432 222 1514 233</box>
battles-article <box>772 830 1346 1365</box>
battles-cont: (ΒΡΕΠΕ ΣΤΗ ΠΡΩΤΗ ΣΕΛΙΔΑ) <box>1207 1101 1346 1112</box>
loans-title3: ΜΕΧΡΙ ΤΕΛΟΥΣ ΤΟΥ 1962 <box>1406 689 1540 702</box>
russia-title1: ΡΩΣΣΙΑ ΚΑΙ ΗΝΩΜ. ΠΟΛΙΤΕΙΑΙ ΑΙΡΟΥΝ <box>787 1372 1331 1408</box>
turkey-s1-2: Ο ΦΟΙΤΗΤΗΣ <box>645 750 707 762</box>
manentis-title2: ΘΑ ΔΩΣΗ <box>649 49 703 64</box>
bardot-article: Η ΜΠΡΙΤΖΙΤ ΜΠΑΡΝΤΟ ΚΑΙ Ο ΣΑΡΡΙΕ ΕΛΑΒΟΝ ΔΙΑΖΥΓΙΟΝ ΑΠΕΤΥΧΕ ΠΡΟΣΠΑΘΕΙΑ ΣΥΜΦΙΛΙΩΣΕΩΣ ΤΩΝ ΠΑΡΙΣΙΟΙ, 21. (Άσσ. Πρές).— Ή Μπριζίτ Μπαρντό καί ό Ζάκ Σαρριέ έλαβον διαζύγιον. ΠΑΡΙΣΙΟΙ, 21. (Άσσ. Πρές).— Ή Μπριζίτ Μπαρντό καί ό Ζάκ Σαρριέ έλαβον διαζύγιον. ΠΑΡΙΣΙΟΙ, 21. (Άσσ. Πρές).— Ή Μπριζίτ Μπαρντό καί ό Ζάκ Σαρριέ έλαβον διαζύγιον. <box>1354 352 1593 475</box>
dep-title3: Η ΕΚΚΑΘΑΡΙΣΙΣ <box>1431 794 1515 807</box>
pak-deck5: ΕΠΡΟΤΕΙΝΕΝ Η ΠΡΩΘΥΠΟΥΡΓΟΣ ΤΗΣ ΚΕΫΛΑΝΗΣ <box>839 292 1279 318</box>
subhead-kai: ΚΑΙ ΕΞ ΕΔΕΣΣΗΣ <box>447 1098 528 1109</box>
turkey-s3-3: ΑΛΛ' ΑΠΗΛΛΑΓΗΣΑΝ <box>626 1124 726 1136</box>
elevator-article: ΔΥΟ ΑΤΟΜΑ ΕΝΕΚΛΗΒΙΣΘΗΣΑΝ ΕΙΣ ΑΝΕΛΚΥΣΤΗΡΑ ΑΘΗΝΑΙ, 21.— Διά νεωτέρας άποφάσεως τού υπουργείου, καθορίζονται τά νέα κατώτατα όρια ήμερομισθίων καί μισθών είς τούς έργαζομένους είς τάς βιομηχανίας τής χώρας. <box>1354 1297 1592 1371</box>
loans-title4: ΕΙΣ ΤΟΥΣ ΥΠΑΛΛΗΛΟΥΣ <box>1409 703 1537 716</box>
center-union-article <box>10 663 580 1587</box>
syn-deck4: ΑΛΛ' ΑΙ ΕΛΛΕΙΨΕΙΣ ΕΙΝΑΙ ΑΚΟΜΗ ΣΟΒΑΡΑΙ <box>139 1772 451 1790</box>
pak-sub-stasis: Η ΣΤΑΣΙΣ ΤΗΣ ΙΝΔΙΑΣ <box>791 564 892 575</box>
turkey-s2-2: ΚΑΤΕΘΕΣΑΝ <box>646 897 706 909</box>
battles-sub-harr: Η ΑΠΟΣΤΟΛΗ ΤΟΥ κ. ΧΑΡΡΙΜΑΝ <box>1227 996 1326 1018</box>
turkey-s7: ΘΥΘΕΜΙΑΝ ΣΧΕΣΙΝ ΕΧΕΙ <box>618 1712 734 1723</box>
pak-deck1: Ή Μεγάλη Βρεταννία έτοιμάζεται <box>818 184 1300 214</box>
russia-title2: ΤΑ ΜΕΤΡΑ ΠΡΟΛΗΠΤΙΚΗΣ ΚΙΝΗΤΟΠΟΙΗΣΕΩΣ <box>876 1405 1242 1473</box>
turkey-article: ΚΑΙ ΤΟ ΠΡΩΘΥΠΟΥΡΓΙΚΟΝ ΑΠΕΡΡΙΨΕ ΤΑΣ ΑΝΤΙΡΡΗΣΕΙΣ ΤΟΥ ΤΟΥΡΚΟΥ ΦΥΓΑΔΟΣ Μετά τό ναυάγιον τής προσπαθείας διά τήν έπιστροφήν τού φυγάδος, ή Τουρκία άπέρριψε τάς άντιρρήσεις καί διέταξε νέαν έρευναν. Μετά τό ναυάγιον τής προσπαθείας διά τήν έπιστροφήν τού φυγάδος, ή Τουρκία άπέρριψε τάς άντιρρήσεις καί διέταξε νέαν έρευναν. Μετά τό ναυάγιον τής προσπαθείας διά τήν έπιστροφήν τού φυγάδος, ή Τουρκία άπέρριψε τάς άντιρρήσεις καί διέταξε νέαν έρευναν. Μετά τό ναυάγιον τής προσπαθείας διά τήν έπιστροφήν τού φυγάδος, ή Τουρκία άπέρριψε τάς άντιρρήσεις καί διέταξε νέαν έρευναν. ΕΙΣ ΤΟ ΑΥΤΟΦΩΡΟΝ Ο ΦΟΙΤΗΤΗΣ Ο ΤΡΑΥΜΑΤΙΣΑΣ ΤΑΓΜΑΤΑΡΧΗΝ Προσήχθη χθές ένώπιον τού αύτοφώρου ό φοιτητής ό όποίος είχε τραυματίσει ταγματάρχην κατά τήν διάρκειαν έπεισοδίου είς τό κέντρον τών Αθηνών. Προσήχθη χθές ένώπιον τού αύτοφώρου ό φοιτητής ό όποίος είχε τραυματίσει ταγματάρχην κατά τήν διάρκειαν έπεισοδίου είς τό κέντρον τών Αθηνών. ΕΙΣ ΔΙΚΗΝ ΤΩΝ ΤΟΥΡΚΩΝ ΚΑΤΕΘΕΣΑΝ ΔΙΑ ΛΑΘΡΕΜΠΟΡΙΟΝ Προσήχθη χθές ένώπιον τού αύτοφώρου ό φοιτητής ό όποίος είχε τραυματίσει ταγματάρχην κατά τήν διάρκειαν έπεισοδίου είς τό κέντρον τών Αθηνών. Προσήχθη χθές ένώπιον τού αύτοφώρου ό φοιτητής ό όποίος είχε τραυματίσει ταγματάρχην κατά τήν διάρκειαν έπεισοδίου είς τό κέντρον τών Αθηνών. Προσήχθη χθές ένώπιον τού αύτοφώρου ό φοιτητής ό όποίος είχε τραυματίσει ταγματάρχην κατά τήν διάρκειαν έπεισοδίου είς τό κέντρον τών Αθηνών. Προσήχθη χθές ένώπιον τού αύτοφώρου ό φοιτητής ό όποίος είχε τραυματίσει ταγματάρχην κατά τήν διάρκειαν έπεισοδίου είς τό κέντρον τών Αθηνών. ΚΑΤΗΓΟΡΗΘΗΣΑΝ ΟΙ ΛΑΘΡΕΠΙΒΑΤΑΙ ΑΛΛ' ΑΠΗΛΛΑΓΗΣΑΝ Προσήχθη χθές ένώπιον τού αύτοφώρου ό φοιτητής ό όποίος είχε τραυματίσει ταγματάρχην κατά τήν διάρκειαν έπεισοδίου είς τό κέντρον τών Αθηνών. Προσήχθη χθές ένώπιον τού αύτοφώρου ό φοιτητής ό όποίος είχε τραυματίσει ταγματάρχην κατά τήν διάρκειαν έπεισοδίου είς τό κέντρον τών Αθηνών. Προσήχθη χθές ένώπιον τού αύτοφώρου ό φοιτητής ό όποίος είχε τραυματίσει ταγματάρχην κατά τήν διάρκειαν έπεισοδίου είς τό κέντρον τών Αθηνών. ΜΟΝΟΝ ΟΙ ΕΠΙΣΤΗΜΟΝΕΣ ΘΑ ΕΠΙΔΕΙΞΟΥΝ ΜΗΧΑΝΙΚΑΣ ΕΓΚΑΤΑΣΤΑΣΕΙΣ Προσήχθη χθές ένώπιον τού αύτοφώρου ό φοιτητής ό όποίος είχε τραυματίσει ταγματάρχην κατά τήν διάρκειαν έπεισοδίου είς τό κέντρον τών Αθηνών. Προσήχθη χθές ένώπιον τού αύτοφώρου ό φοιτητής ό όποίος είχε τραυματίσει ταγματάρχην κατά τήν διάρκειαν έπεισοδίου είς τό κέντρον τών Αθηνών. Προσήχθη χθές ένώπιον τού αύτοφώρου ό φοιτητής ό όποίος είχε τραυματίσει ταγματάρχην κατά τήν διάρκειαν έπεισοδίου είς τό κέντρον τών Αθηνών. Προσήχθη χθές ένώπιον τού αύτοφώρου ό φοιτητής ό όποίος είχε τραυματίσει ταγματάρχην κατά τήν διάρκειαν έπεισοδίου είς τό κέντρον τών Αθηνών. ΜΕΤΡΑ ΠΡΟΣ ΔΙΕΥΚΟΛΥΝΣΙΝ ΤΗΣ ΕΞΑΓΩΓΗΣ ΣΥΚΩΝ Προσήχθη χθές ένώπιον τού αύτοφώρου ό φοιτητής ό όποίος είχε τραυματίσει ταγματάρχην κατά τήν διάρκειαν έπεισοδίου είς τό κέντρον τών Αθηνών. Προσήχθη χθές ένώπιον τού αύτοφώρου ό φοιτητής ό όποίος είχε τραυματίσει ταγματάρχην κατά τήν διάρκειαν έπεισοδίου είς τό κέντρον τών Αθηνών. ΔΙΟΡΘΩΣΙΣ ΕΡΓΟΛΑΒΩΝ Προσήχθη χθές ένώπιον τού αύτοφώρου ό φοιτητής ό όποίος είχε τραυματίσει ταγματάρχην κατά τήν διάρκειαν έπεισοδίου είς τό κέντρον τών Αθηνών. Προσήχθη χθές ένώπιον τού αύτοφώρου ό φοιτητής ό όποίος είχε τραυματίσει ταγματάρχην κατά τήν διάρκειαν έπεισοδίου είς τό κέντρον τών Αθηνών. ΘΥΘΕΜΙΑΝ ΣΧΕΣΙΝ ΕΧΕΙ Προσήχθη χθές ένώπιον τού αύτοφώρου ό φοιτητής ό όποίος είχε τραυματίσει ταγματάρχην κατά τήν διάρκειαν έπεισοδίου είς τό κέντρον τών Αθηνών. Προσήχθη χθές ένώπιον τού αύτοφώρου ό φοιτητής ό όποίος είχε τραυματίσει ταγματάρχην κατά τήν διάρκειαν έπεισοδίου είς τό κέντρον τών Αθηνών. ΦΟΙΤΗΤΙΚΑ ΝΕΑ Προσήχθη χθές ένώπιον τού αύτοφώρου ό φοιτητής ό όποίος είχε τραυματίσει ταγματάρχην κατά τήν διάρκειαν έπεισοδίου είς τό κέντρον τών Αθηνών. Προσήχθη χθές ένώπιον τού αύτοφώρου ό φοιτητής ό όποίος είχε τραυματίσει ταγματάρχην κατά τήν διάρκειαν έπεισοδίου είς τό κέντρον τών Αθηνών. Προσήχθη χθές ένώπιον τού αύτοφώρου ό φοιτητής ό όποίος είχε τραυματίσει ταγματάρχην κατά τήν διάρκειαν έπεισοδίου είς τό κέντρον τών Αθηνών. <box>588 506 765 1951</box>
wages-title3: ΗΜΕΡΟΜΙΣΘΙΩΝ <box>1429 563 1517 576</box>
battles-sub-katap: Η ΚΑΤΑΠΑΥΣΙΣ ΤΟΥ ΠΥΡΟΣ <box>776 1023 907 1034</box>
pakistan-article <box>772 36 1346 824</box>
column-left <box>10 34 580 2254</box>
turkey-title1: ΚΑΙ ΤΟ ΠΡΩΘΥΠΟΥΡΓΙΚΟΝ <box>596 506 756 520</box>
teachers-article <box>588 364 764 508</box>
bardot-title1: Η ΜΠΡΙΤΖΙΤ ΜΠΑΡΝΤΟ <box>1407 352 1539 367</box>
elev-title1: ΔΥΟ ΑΤΟΜΑ <box>1441 1297 1505 1309</box>
deposits-article: ΑΠΟ ΤΗΣ ΔΕΚΕΜΒΡΙΟΥ ΕΙΣ ΤΗΝ ΘΕΣΣΑΛΟΝΙΚΗΝ Η ΕΚΚΑΘΑΡΙΣΙΣ ΤΩΝ ΚΑΤΑΘΕΣΕΩΝ ΑΘΗΝΑΙ, 21.— Διά νεωτέρας άποφάσεως τού υπουργείου, καθορίζονται τά νέα κατώτατα όρια ήμερομισθίων καί μισθών είς τούς έργαζομένους είς τάς βιομηχανίας τής χώρας. <box>1354 767 1592 856</box>
battles-sub-amer: Η ΑΜΕΡΙΚΑΝΙΚΗ ΒΟΗΘΕΙΑ <box>1212 902 1341 913</box>
subhead-pan: ΠΑΝΕΛΛΗΝΙΟΣ ΧΑΡΑΚΤΗΡ <box>231 1247 359 1258</box>
arg-title2: ΜΕ ΤΗΝ ΑΝΑΔΟΧΗΝ <box>1414 65 1532 80</box>
subhead-epak: ΘΑ ΕΠΑΚΟΛΟΥΘΗΣΟΥΝ ΕΞΕΛΙΞΕΙΣ <box>19 1396 186 1407</box>
leather-title2: ΕΞΕΠΑΙΔΕΥΘΗΣΑΝ <box>1422 1418 1524 1431</box>
pak-title2: ΟΤΙ ΑΠΕΦΑΣΙΣΕ ΝΑ ΑΠΟΧΩΡΗΣΗ ΑΜΕΣΩΣ <box>772 88 1346 120</box>
oly-title3: ΚΑΙ «ΟΛΥΜΠΙΑΚΗΣ» <box>1420 1216 1526 1229</box>
manentis-title3: ΑΠΟΛΟΓΙΣΜΟΝ <box>631 64 721 79</box>
leather-title1: ΕΛΛΗΝΕΣ ΔΕΡΜΑΤΟΤΕΧΝΙΤΑΙ <box>1395 1404 1551 1417</box>
russia-sub-koub: ΤΟ ΚΟΥΒΑΝΟ ΖΑΜΠΟΤΕΡ <box>1215 1596 1338 1607</box>
pak-title4: ΕΑΝ ΣΥΝΕΧΙΣΘΗ Η ΠΡΟΣ ΤΗΝ ΙΝΔΙΑΝ ΒΟΗΘΕΙΑ <box>772 153 1346 185</box>
cu-deck2: καταφθάνουν άπό τής χθές είς τήν πρωτεύουσαν <box>29 890 561 917</box>
pak-sub-kennedy: ΤΟ ΕΝΔΙΑΦΕΡΟΝ ΤΟΥ κ. ΚΕΝΝΕΝΤΥ <box>1073 443 1190 465</box>
lead-title-line1: Ή Μόσχα, μέ στόχον τήν Άλβανίαν, <box>58 56 532 130</box>
elev-title3: ΕΙΣ ΑΝΕΛΚΥΣΤΗΡΑ <box>1423 1324 1523 1337</box>
pak-title3: ΑΠΟ ΤΑ ΣΥΜΦΩΝΑ ΤΟΥ ΣΕΑΤΟ ΚΑΙ ΣΕΝΤΟ <box>772 122 1346 150</box>
bank-title3: ΘΑ ΑΠΕΡΓΗΣΟΥΝ <box>1427 911 1519 924</box>
pak-deck4: ΔΙΕΘΝΗ ΔΙΑΣΚΕΨΙΝ ΠΡΟΣ ΛΥΣΙΝ ΤΗΣ ΚΡΙΣΕΩΣ <box>852 267 1266 293</box>
pak-sub-brit: ΤΑ ΒΡΕΤΑΝΝΙΚΑ ΣΤΡΑΤΕΥΜΑΤΑ <box>947 432 1026 454</box>
turkey-title4: ΤΟΥ ΤΟΥΡΚΟΥ ΦΥΓΑΔΟΣ <box>604 547 748 561</box>
battles-title: ΜΕΧΡΙ ΠΡΩΙΑΣ ΣΥΝΕΧΙΖΟΝΤΟ ΑΙ ΜΑΧΑΙ <box>787 830 1331 865</box>
egy-deck2: ΕΙΣ ΤΟΝ ΝΕΦΡΟΝ <box>1434 234 1512 245</box>
turkey-s5-2: ΤΗΣ ΕΞΑΓΩΓΗΣ ΣΥΚΩΝ <box>624 1479 728 1490</box>
egy-title1: ΕΜΠΕΙΕΣ ΑΝΗΣΥΧΙΑΣ <box>1410 179 1536 194</box>
turkey-s4-3: ΜΗΧΑΝΙΚΑΣ ΕΓΚΑΤΑΣΤΑΣΕΙΣ <box>606 1288 746 1300</box>
bardot-deck2: ΣΥΜΦΙΛΙΩΣΕΩΣ ΤΩΝ <box>1428 408 1518 419</box>
olympic-article: ΥΠΕΓΡΑΦΗ Η ΣΥΜΒΑΣΙΣ ΜΕΤΑΞΥ ΔΗΜΟΣΙΟΥ ΚΑΙ «ΟΛΥΜΠΙΑΚΗΣ» ΑΘΗΝΑΙ, 21.— Διά νεωτέρας άποφάσεως τού υπουργείου, καθορίζονται τά νέα κατώτατα όρια ήμερομισθίων καί μισθών είς τούς έργαζομένους είς τάς βιομηχανίας τής χώρας. <box>1354 1189 1592 1263</box>
turkey-title2: ΑΠΕΡΡΙΨΕ <box>644 520 708 534</box>
dep-title2: ΕΙΣ ΤΗΝ ΘΕΣΣΑΛΟΝΙΚΗΝ <box>1406 781 1540 794</box>
arg-deck1: ΔΙΑ ΝΑ ΑΠΟΤΡΑΠΗ <box>1433 94 1513 105</box>
pak-sub-diask: ΔΙΕΘΝΗΣ ΔΙΑΣΚΕΨΙΣ <box>936 702 1037 713</box>
bank-title2: ΤΗΣ ΕΘΝΙΚΗΣ ΤΡΑΠΕΖΗΣ <box>1406 897 1540 910</box>
bank-title1: ΟΙ ΥΠΑΛΛΗΛΟΙ <box>1433 884 1513 897</box>
dep-title1: ΑΠΟ ΤΗΣ ΔΕΚΕΜΒΡΙΟΥ <box>1411 767 1535 780</box>
cu-title-line3: ΤΗΣ ΕΝΩΣΕΩΣ ΚΕΝΤΡΟΥ ΕΙΣ ΤΑΣ ΑΘΗΝΑΣ <box>57 797 533 867</box>
leather-article: ΕΛΛΗΝΕΣ ΔΕΡΜΑΤΟΤΕΧΝΙΤΑΙ ΕΞΕΠΑΙΔΕΥΘΗΣΑΝ ΕΙΣ ΙΤΑΛΙΚΗΝ ΣΧΟΛΗΝ ΑΘΗΝΑΙ, 21.— Διά νεωτέρας άποφάσεως τού υπουργείου, καθορίζονται τά νέα κατώτατα όρια ήμερομισθίων καί μισθών είς τούς έργαζομένους είς τάς βιομηχανίας τής χώρας. ΑΘΗΝΑΙ, 21.— Διά νεωτέρας άποφάσεως τού υπουργείου, καθορίζονται τά νέα κατώτατα όρια ήμερομισθίων καί μισθών είς τούς έργαζομένους είς τάς βιομηχανίας τής χώρας. <box>1354 1404 1592 1512</box>
pelion-article: Η ΧΕΙΡΟΤΕΧΝΙΑ ΕΙΣ ΤΟ ΠΗΛΙΟΝ ΑΘΗΝΑΙ, 21.— Διά νεωτέρας άποφάσεως τού υπουργείου, καθορίζονται τά νέα κατώτατα όρια ήμερομισθίων καί μισθών είς τούς έργαζομένους είς τάς βιομηχανίας τής χώρας. ΑΘΗΝΑΙ, 21.— Διά νεωτέρας άποφάσεως τού υπουργείου, καθορίζονται τά νέα κατώτατα όρια ήμερομισθίων καί μισθών είς τούς έργαζομένους είς τάς βιομηχανίας τής χώρας. ΑΘΗΝΑΙ, 21.— Διά νεωτέρας άποφάσεως τού υπουργείου, καθορίζονται τά νέα κατώτατα όρια ήμερομισθίων καί μισθών είς τούς έργαζομένους είς τάς βιομηχανίας τής χώρας. <box>1354 1572 1592 1699</box>
arg-title3: ΕΙΣ ΤΗΝ ΑΡΓΕΝΤΙΝΗΝ <box>1409 79 1537 94</box>
cu-title-line2: ΘΑ ΑΠΟΤΕΛΕΣΗ Η ΣΗΜΕΡΙΝΗ ΣΥΓΚΕΝΤΡΩΣΙΣ <box>79 730 511 800</box>
cred-title1: Η ΚΑΤΑΝΟΜΗ <box>1437 1031 1509 1044</box>
lead-title-line3: βιαίαν έπίθεσιν έναντίον τής Κίνας <box>10 198 580 273</box>
manentis-title4: ΤΩΝ ΔΑΠΑΝΩΝ <box>632 78 720 93</box>
battles-sub-takt: ΤΑΚΤΙΚΗ ΑΝΑΜΟΝΗΣ <box>1080 865 1183 876</box>
lead-deck1: ΤΗΝ ΚΑΤΗΓΟΡΕΙ ΟΤΙ ΥΠΟΝΟΜΕΥΕΙ <box>10 273 580 301</box>
lead-deck4: Τό Πεκίνον έναντίον τού Βελιγραδίου <box>17 361 573 391</box>
turkey-s1-4: ΤΑΓΜΑΤΑΡΧΗΝ <box>640 775 712 787</box>
pak-body: ΡΑΒΑΛΠΙΝΤΙ, δυτικόν Πακιστάν, 21. (Άσσ. Πρές).— Ό πρόεδρος τού Πακιστάν κ. Άγιούμπ Χάν, προειδοποίησε τήν Αμερικήν ότι ή χώρα του θά άποχωρήση άμέσως από τά σύμφωνα τού ΣΕΑΤΟ καί τού ΣΕΝΤΟ, έάν συνεχισθή ή πρός τήν Ινδίαν στρατιωτική βοήθεια. Ό κ. Άγιούμπ Χάν έτόνισεν ότι ή βοήθεια αύτή άπειλεί τήν άσφάλειαν τού Πακιστάν. ΡΑΒΑΛΠΙΝΤΙ, δυτικόν Πακιστάν, 21. (Άσσ. Πρές).— Ό πρόεδρος τού Πακιστάν κ. Άγιούμπ Χάν, προειδοποίησε τήν Αμερικήν ότι ή χώρα του θά άποχωρήση άμέσως από τά σύμφωνα τού ΣΕΑΤΟ καί τού ΣΕΝΤΟ, έάν συνεχισθή ή πρός τήν Ινδίαν στρατιωτική βοήθεια. Ό κ. Άγιούμπ Χάν έτόνισεν ότι ή βοήθεια αύτή άπειλεί τήν άσφάλειαν τού Πακιστάν. Η ΣΤΑΣΙΣ ΤΗΣ ΙΝΔΙΑΣ ΡΑΒΑΛΠΙΝΤΙ, δυτικόν Πακιστάν, 21. (Άσσ. Πρές).— Ό πρόεδρος τού Πακιστάν κ. Άγιούμπ Χάν, προειδοποίησε τήν Αμερικήν ότι ή χώρα του θά άποχωρήση άμέσως από τά σύμφωνα τού ΣΕΑΤΟ καί τού ΣΕΝΤΟ, έάν συνεχισθή ή πρός τήν Ινδίαν στρατιωτική βοήθεια. Ό κ. Άγιούμπ Χάν έτόνισεν ότι ή βοήθεια αύτή άπειλεί τήν άσφάλειαν τού Πακιστάν. ΡΑΒΑΛΠΙΝΤΙ, δυτικόν Πακιστάν, 21. (Άσσ. Πρές).— Ό πρόεδρος τού Πακιστάν κ. Άγιούμπ Χάν, προειδοποίησε τήν Αμερικήν ότι ή χώρα του θά άποχωρήση άμέσως από τά σύμφωνα τού ΣΕΑΤΟ καί τού ΣΕΝΤΟ, έάν συνεχισθή ή πρός τήν Ινδίαν στρατιωτική βοήθεια. Ό κ. Άγιούμπ Χάν έτόνισεν ότι ή βοήθεια αύτή άπειλεί τήν άσφάλειαν τού Πακιστάν. ΤΑ ΒΡΕΤΑΝΝΙΚΑ ΣΤΡΑΤΕΥΜΑΤΑ ΡΑΒΑΛΠΙΝΤΙ, δυτικόν Πακιστάν, 21. (Άσσ. Πρές).— Ό πρόεδρος τού Πακιστάν κ. Άγιούμπ Χάν, προειδοποίησε τήν Αμερικήν ότι ή χώρα του θά άποχωρήση άμέσως από τά σύμφωνα τού ΣΕΑΤΟ καί τού ΣΕΝΤΟ, έάν συνεχισθή ή πρός τήν Ινδίαν στρατιωτική βοήθεια. Ό κ. Άγιούμπ Χάν έτόνισεν ότι ή βοήθεια αύτή άπειλεί τήν άσφάλειαν τού Πακιστάν. ΡΑΒΑΛΠΙΝΤΙ, δυτικόν Πακιστάν, 21. (Άσσ. Πρές).— Ό πρόεδρος τού Πακιστάν κ. Άγιούμπ Χάν, προειδοποίησε τήν Αμερικήν ότι ή χώρα του θά άποχωρήση άμέσως από τά σύμφωνα τού ΣΕΑΤΟ καί τού ΣΕΝΤΟ, έάν συνεχισθή ή πρός τήν Ινδίαν στρατιωτική βοήθεια. Ό κ. Άγιούμπ Χάν έτόνισεν ότι ή βοήθεια αύτή άπειλεί τήν άσφάλειαν τού Πακιστάν. ΔΙΕΘΝΗΣ ΔΙΑΣΚΕΨΙΣ ΡΑΒΑΛΠΙΝΤΙ, δυτικόν Πακιστάν, 21. (Άσσ. Πρές).— Ό πρόεδρος τού Πακιστάν κ. Άγιούμπ Χάν, προειδοποίησε τήν Αμερικήν ότι ή χώρα του θά άποχωρήση άμέσως από τά σύμφωνα τού ΣΕΑΤΟ καί τού ΣΕΝΤΟ, έάν συνεχισθή ή πρός τήν Ινδίαν στρατιωτική βοήθεια. Ό κ. Άγιούμπ Χάν έτόνισεν ότι ή βοήθεια αύτή άπειλεί τήν άσφάλειαν τού Πακιστάν. ΤΟ ΕΝΔΙΑΦΕΡΟΝ ΤΟΥ κ. ΚΕΝΝΕΝΤΥ ΡΑΒΑΛΠΙΝΤΙ, δυτικόν Πακιστάν, 21. (Άσσ. Πρές).— Ό πρόεδρος τού Πακιστάν κ. Άγιούμπ Χάν, προειδοποίησε τήν Αμερικήν ότι ή χώρα του θά άποχωρήση άμέσως από τά σύμφωνα τού ΣΕΑΤΟ καί τού ΣΕΝΤΟ, έάν συνεχισθή ή πρός τήν Ινδίαν στρατιωτική βοήθεια. Ό κ. Άγιούμπ Χάν έτόνισεν ότι ή βοήθεια αύτή άπειλεί τήν άσφάλειαν τού Πακιστάν. ΡΑΒΑΛΠΙΝΤΙ, δυτικόν Πακιστάν, 21. (Άσσ. Πρές).— Ό πρόεδρος τού Πακιστάν κ. Άγιούμπ Χάν, προειδοποίησε τήν Αμερικήν ότι ή χώρα του θά άποχωρήση άμέσως από τά σύμφωνα τού ΣΕΑΤΟ καί τού ΣΕΝΤΟ, έάν συνεχισθή ή πρός τήν Ινδίαν στρατιωτική βοήθεια. Ό κ. Άγιούμπ Χάν έτόνισεν ότι ή βοήθεια αύτή άπειλεί τήν άσφάλειαν τού Πακιστάν. Η ΒΡΕΤΑΝΝΙΚΗ ΑΠΟΨΙΣ ΡΑΒΑΛΠΙΝΤΙ, δυτικόν Πακιστάν, 21. (Άσσ. Πρές).— Ό πρόεδρος τού Πακιστάν κ. Άγιούμπ Χάν, προειδοποίησε τήν Αμερικήν ότι ή χώρα του θά άποχωρήση άμέσως από τά σύμφωνα τού ΣΕΑΤΟ καί τού ΣΕΝΤΟ, έάν συνεχισθή ή πρός τήν Ινδίαν στρατιωτική βοήθεια. Ό κ. Άγιούμπ Χάν έτόνισεν ότι ή βοήθεια αύτή άπειλεί τήν άσφάλειαν τού Πακιστάν. ΡΑΒΑΛΠΙΝΤΙ, δυτικόν Πακιστάν, 21. (Άσσ. Πρές).— Ό πρόεδρος τού Πακιστάν κ. Άγιούμπ Χάν, προειδοποίησε τήν Αμερικήν ότι ή χώρα του θά άποχωρήση άμέσως από τά σύμφωνα τού ΣΕΑΤΟ καί τού ΣΕΝΤΟ, έάν συνεχισθή ή πρός τήν Ινδίαν στρατιωτική βοήθεια. Ό κ. Άγιούμπ Χάν έτόνισεν ότι ή βοήθεια αύτή άπειλεί τήν άσφάλειαν τού Πακιστάν. ΡΑΒΑΛΠΙΝΤΙ, δυτικόν Πακιστάν, 21. (Άσσ. Πρές).— Ό πρόεδρος τού Πακιστάν κ. Άγιούμπ Χάν, προειδοποίησε τήν Αμερικήν ότι ή χώρα του θά άποχωρήση άμέσως από τά σύμφωνα τού ΣΕΑΤΟ καί τού ΣΕΝΤΟ, έάν συνεχισθή ή πρός τήν Ινδίαν στρατιωτική βοήθεια. Ό κ. Άγιούμπ Χάν έτόνισεν ότι ή βοήθεια αύτή άπειλεί τήν άσφάλειαν τού Πακιστάν. <box>772 318 1346 713</box>
turkey-s3-1: ΚΑΤΗΓΟΡΗΘΗΣΑΝ <box>631 1099 721 1111</box>
subhead-kom: ΚΟΜΙΚΑ ΕΦΕΥΡΗΜΑΤΑ <box>240 966 350 977</box>
turkey-s1-3: Ο ΤΡΑΥΜΑΤΙΣΑΣ <box>637 762 715 774</box>
bardot-title2: ΚΑΙ Ο ΣΑΡΡΙΕ <box>1433 367 1513 382</box>
syndicates-article <box>10 1593 580 2162</box>
battles-body: ΝΕΟΝ ΔΕΛΧΙ, 21. (Άσσ. Πρές).— Σφοδραί μάχαι συνεχίζοντο μέχρι πρωίας είς τήν περιοχήν Λαντάκ. Ινδικά στρατεύματα άπέκρουσαν κινεζικάς έπιθέσεις καί κατέλαβον στρατηγικά ύψώματα είς τήν περιοχήν τών συνόρων. ΝΕΟΝ ΔΕΛΧΙ, 21. (Άσσ. Πρές).— Σφοδραί μάχαι συνεχίζοντο μέχρι πρωίας είς τήν περιοχήν Λαντάκ. Ινδικά στρατεύματα άπέκρουσαν κινεζικάς έπιθέσεις καί κατέλαβον στρατηγικά ύψώματα είς τήν περιοχήν τών συνόρων. Η ΚΑΤΑΠΑΥΣΙΣ ΤΟΥ ΠΥΡΟΣ ΝΕΟΝ ΔΕΛΧΙ, 21. (Άσσ. Πρές).— Σφοδραί μάχαι συνεχίζοντο μέχρι πρωίας είς τήν περιοχήν Λαντάκ. Ινδικά στρατεύματα άπέκρουσαν κινεζικάς έπιθέσεις καί κατέλαβον στρατηγικά ύψώματα είς τήν περιοχήν τών συνόρων. ΝΕΟΝ ΔΕΛΧΙ, 21. (Άσσ. Πρές).— Σφοδραί μάχαι συνεχίζοντο μέχρι πρωίας είς τήν περιοχήν Λαντάκ. Ινδικά στρατεύματα άπέκρουσαν κινεζικάς έπιθέσεις καί κατέλαβον στρατηγικά ύψώματα είς τήν περιοχήν τών συνόρων. ΕΙΣ ΤΑΣ ΠΕΤΡΕΛΑΙΟΠΗΓΑΣ ΝΕΟΝ ΔΕΛΧΙ, 21. (Άσσ. Πρές).— Σφοδραί μάχαι συνεχίζοντο μέχρι πρωίας είς τήν περιοχήν Λαντάκ. Ινδικά στρατεύματα άπέκρουσαν κινεζικάς έπιθέσεις καί κατέλαβον στρατηγικά ύψώματα είς τήν περιοχήν τών συνόρων. ΝΕΟΝ ΔΕΛΧΙ, 21. (Άσσ. Πρές).— Σφοδραί μάχαι συνεχίζοντο μέχρι πρωίας είς τήν περιοχήν Λαντάκ. Ινδικά στρατεύματα άπέκρουσαν κινεζικάς έπιθέσεις καί κατέλαβον στρατηγικά ύψώματα είς τήν περιοχήν τών συνόρων. ΤΑΚΤΙΚΗ ΑΝΑΜΟΝΗΣ ΝΕΟΝ ΔΕΛΧΙ, 21. (Άσσ. Πρές).— Σφοδραί μάχαι συνεχίζοντο μέχρι πρωίας είς τήν περιοχήν Λαντάκ. Ινδικά στρατεύματα άπέκρουσαν κινεζικάς έπιθέσεις καί κατέλαβον στρατηγικά ύψώματα είς τήν περιοχήν τών συνόρων. ΠΟΛΕΜΙΚΑ ΑΝΑΚΟΙΝΩΘΕΝΤΑ ΝΕΟΝ ΔΕΛΧΙ, 21. (Άσσ. Πρές).— Σφοδραί μάχαι συνεχίζοντο μέχρι πρωίας είς τήν περιοχήν Λαντάκ. Ινδικά στρατεύματα άπέκρουσαν κινεζικάς έπιθέσεις καί κατέλαβον στρατηγικά ύψώματα είς τήν περιοχήν τών συνόρων. ΝΕΟΝ ΔΕΛΧΙ, 21. (Άσσ. Πρές).— Σφοδραί μάχαι συνεχίζοντο μέχρι πρωίας είς τήν περιοχήν Λαντάκ. Ινδικά στρατεύματα άπέκρουσαν κινεζικάς έπιθέσεις καί κατέλαβον στρατηγικά ύψώματα είς τήν περιοχήν τών συνόρων. Η ΑΜΕΡΙΚΑΝΙΚΗ ΒΟΗΘΕΙΑ ΝΕΟΝ ΔΕΛΧΙ, 21. (Άσσ. Πρές).— Σφοδραί μάχαι συνεχίζοντο μέχρι πρωίας είς τήν περιοχήν Λαντάκ. Ινδικά στρατεύματα άπέκρουσαν κινεζικάς έπιθέσεις καί κατέλαβον στρατηγικά ύψώματα είς τήν περιοχήν τών συνόρων. Η ΑΠΟΣΤΟΛΗ ΤΟΥ κ. ΧΑΡΡΙΜΑΝ ΝΕΟΝ ΔΕΛΧΙ, 21. (Άσσ. Πρές).— Σφοδραί μάχαι συνεχίζοντο μέχρι πρωίας είς τήν περιοχήν Λαντάκ. Ινδικά στρατεύματα άπέκρουσαν κινεζικάς έπιθέσεις καί κατέλαβον στρατηγικά ύψώματα είς τήν περιοχήν τών συνόρων. (ΒΡΕΠΕ ΣΤΗ ΠΡΩΤΗ ΣΕΛΙΔΑ) <box>772 865 1346 1113</box>
masthead-date: ΤΩΝ ΙΟΥΝΙΟΥ ΤΟΥ 1963 <box>1354 36 1592 50</box>
turkey-s6: ΔΙΟΡΘΩΣΙΣ ΕΡΓΟΛΑΒΩΝ <box>616 1606 736 1617</box>
lead-deck2: ΤΟΝ ΗΓΕΤΙΚΟΝ ΡΟΛΟΝ ΤΗΣ ΡΩΣΣΙΑΣ <box>10 303 580 331</box>
turkey-title3: ΤΑΣ ΑΝΤΙΡΡΗΣΕΙΣ <box>621 533 731 547</box>
turkey-s1-1: ΕΙΣ ΤΟ ΑΥΤΟΦΩΡΟΝ <box>627 737 725 749</box>
teachers-deck: ΠΡΟΣ ΠΛΗΡΩΣΙΝ ΚΕΝΩΝ <box>621 408 731 419</box>
turkey-s4-1: ΜΟΝΟΝ ΟΙ ΕΠΙΣΤΗΜΟΝΕΣ <box>612 1263 740 1275</box>
russia-deck1: Ζωηρά άνακούφισις προεκλήθη είς τήν Άβάναν <box>805 1471 1313 1496</box>
manentis-article <box>588 36 764 356</box>
leather-title3: ΕΙΣ ΙΤΑΛΙΚΗΝ ΣΧΟΛΗΝ <box>1413 1431 1533 1444</box>
russia-body: ΣΥΝΕΧΕΙΑ φυλακής, είναι αί έξής: 1ον) Αί δυνάμεις τής διεθνούς έπιτηρήσεως έπί τών στρατηγικών πυραύλων. 2ον) Αί συναντήσεις μεταξύ άντιπροσώπων τών κυβερνήσεων. 3ον) Ή στρατηγική άεροπορία τών Ηνωμένων Πολιτειών παραμένει είς κατάστασιν έπιφυλακής. φυλακής, είναι αί έξής: 1ον) Αί δυνάμεις τής διεθνούς έπιτηρήσεως έπί τών στρατηγικών πυραύλων. 2ον) Αί συναντήσεις μεταξύ άντιπροσώπων τών κυβερνήσεων. 3ον) Ή στρατηγική άεροπορία τών Ηνωμένων Πολιτειών παραμένει είς κατάστασιν έπιφυλακής. ΑΝΑΚΟΥΦΙΣΙΣ ΕΙΣ ΤΗΝ ΑΒΑΝΑΝ φυλακής, είναι αί έξής: 1ον) Αί δυνάμεις τής διεθνούς έπιτηρήσεως έπί τών στρατηγικών πυραύλων. 2ον) Αί συναντήσεις μεταξύ άντιπροσώπων τών κυβερνήσεων. 3ον) Ή στρατηγική άεροπορία τών Ηνωμένων Πολιτειών παραμένει είς κατάστασιν έπιφυλακής. φυλακής, είναι αί έξής: 1ον) Αί δυνάμεις τής διεθνούς έπιτηρήσεως έπί τών στρατηγικών πυραύλων. 2ον) Αί συναντήσεις μεταξύ άντιπροσώπων τών κυβερνήσεων. 3ον) Ή στρατηγική άεροπορία τών Ηνωμένων Πολιτειών παραμένει είς κατάστασιν έπιφυλακής. ΑΠΟΚΟΠΗ ΤΟΥ ΕΜΠΑΡΓΚΟ φυλακής, είναι αί έξής: 1ον) Αί δυνάμεις τής διεθνούς έπιτηρήσεως έπί τών στρατηγικών πυραύλων. 2ον) Αί συναντήσεις μεταξύ άντιπροσώπων τών κυβερνήσεων. 3ον) Ή στρατηγική άεροπορία τών Ηνωμένων Πολιτειών παραμένει είς κατάστασιν έπιφυλακής. φυλακής, είναι αί έξής: 1ον) Αί δυνάμεις τής διεθνούς έπιτηρήσεως έπί τών στρατηγικών πυραύλων. 2ον) Αί συναντήσεις μεταξύ άντιπροσώπων τών κυβερνήσεων. 3ον) Ή στρατηγική άεροπορία τών Ηνωμένων Πολιτειών παραμένει είς κατάστασιν έπιφυλακής. ΟΙ ΑΝΤΙΚΑΣΤΡΙΚΟΙ φυλακής, είναι αί έξής: 1ον) Αί δυνάμεις τής διεθνούς έπιτηρήσεως έπί τών στρατηγικών πυραύλων. 2ον) Αί συναντήσεις μεταξύ άντιπροσώπων τών κυβερνήσεων. 3ον) Ή στρατηγική άεροπορία τών Ηνωμένων Πολιτειών παραμένει είς κατάστασιν έπιφυλακής. φυλακής, είναι αί έξής: 1ον) Αί δυνάμεις τής διεθνούς έπιτηρήσεως έπί τών στρατηγικών πυραύλων. 2ον) Αί συναντήσεις μεταξύ άντιπροσώπων τών κυβερνήσεων. 3ον) Ή στρατηγική άεροπορία τών Ηνωμένων Πολιτειών παραμένει είς κατάστασιν έπιφυλακής. ΤΟ ΚΟΥΒΑΝΟ ΖΑΜΠΟΤΕΡ φυλακής, είναι αί έξής: 1ον) Αί δυνάμεις τής διεθνούς έπιτηρήσεως έπί τών στρατηγικών πυραύλων. 2ον) Αί συναντήσεις μεταξύ άντιπροσώπων τών κυβερνήσεων. 3ον) Ή στρατηγική άεροπορία τών Ηνωμένων Πολιτειών παραμένει είς κατάστασιν έπιφυλακής. φυλακής, είναι αί έξής: 1ον) Αί δυνάμεις τής διεθνούς έπιτηρήσεως έπί τών στρατηγικών πυραύλων. 2ον) Αί συναντήσεις μεταξύ άντιπροσώπων τών κυβερνήσεων. 3ον) Ή στρατηγική άεροπορία τών Ηνωμένων Πολιτειών παραμένει είς κατάστασιν έπιφυλακής. <box>772 1548 1347 1796</box>
bank-article: ΟΙ ΥΠΑΛΛΗΛΟΙ ΤΗΣ ΕΘΝΙΚΗΣ ΤΡΑΠΕΖΗΣ ΘΑ ΑΠΕΡΓΗΣΟΥΝ ΑΘΗΝΑΙ, 21.— Διά νεωτέρας άποφάσεως τού υπουργείου, καθορίζονται τά νέα κατώτατα όρια ήμερομισθίων καί μισθών είς τούς έργαζομένους είς τάς βιομηχανίας τής χώρας. ΑΘΗΝΑΙ, 21.— Διά νεωτέρας άποφάσεως τού υπουργείου, καθορίζονται τά νέα κατώτατα όρια ήμερομισθίων καί μισθών είς τούς έργαζομένους είς τάς βιομηχανίας τής χώρας. <box>1354 884 1592 991</box>
elev-title2: ΕΝΕΚΛΗΒΙΣΘΗΣΑΝ <box>1422 1310 1524 1323</box>
